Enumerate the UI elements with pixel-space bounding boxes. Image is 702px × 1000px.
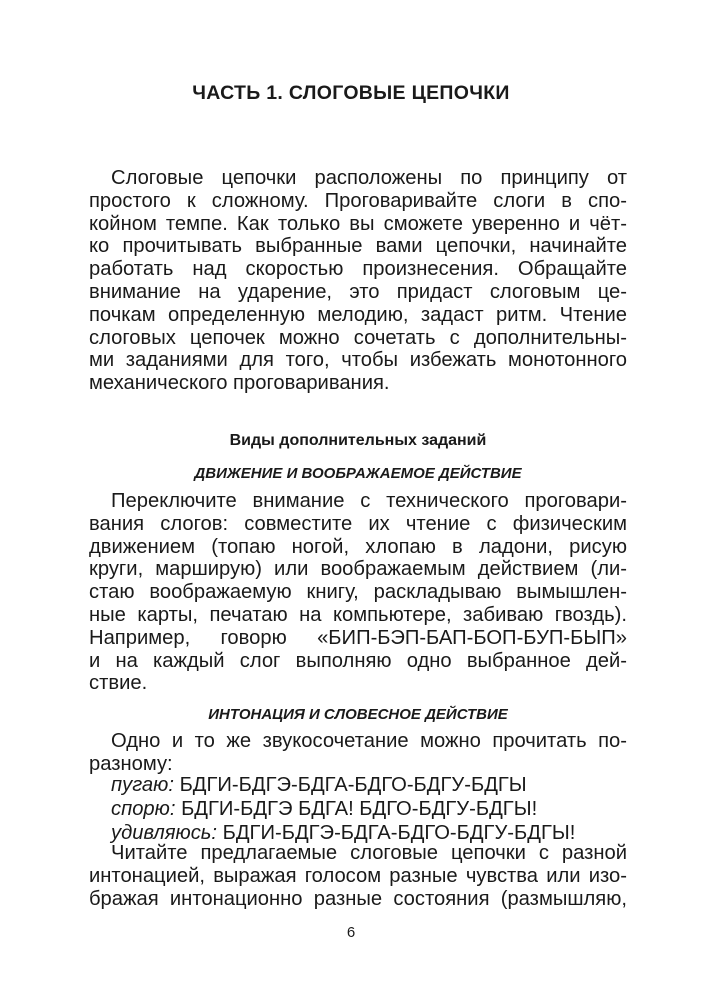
intro-line: слоговых цепочек можно сочетать с дополнительны-: [89, 326, 627, 349]
intro-line: простого к сложному. Проговаривайте слоги в спо-: [89, 189, 627, 212]
intonation-text: [89, 730, 627, 776]
example-label: удивляюсь:: [111, 822, 218, 844]
section-heading: Виды дополнительных заданий: [229, 432, 487, 449]
intonation-examples: [89, 773, 627, 845]
example-syllables: БДГИ-БДГЭ БДГА! БДГО-БДГУ-БДГЫ!: [181, 798, 538, 820]
movement-subsection: [89, 465, 627, 482]
intonation-line: разному:: [89, 752, 173, 775]
example-syllables: БДГИ-БДГЭ-БДГА-БДГО-БДГУ-БДГЫ!: [222, 822, 576, 844]
movement-line: вания слогов: совместите их чтение с физическим: [89, 512, 627, 535]
movement-line: ствие.: [89, 672, 148, 695]
intonation-final-text: [89, 842, 627, 910]
example-label: пугаю:: [111, 774, 174, 796]
page-number: 6: [346, 924, 356, 941]
intonation-subsection: [89, 706, 627, 723]
example-syllables: БДГИ-БДГЭ-БДГА-БДГО-БДГУ-БДГЫ: [179, 774, 527, 796]
intro-line: внимание на ударение, это придаст слоговым це-: [89, 280, 627, 303]
intro-text: [89, 167, 627, 395]
intro-line: Слоговые цепочки расположены по принципу от: [111, 167, 627, 189]
movement-heading: ДВИЖЕНИЕ И ВООБРАЖАЕМОЕ ДЕЙСТВИЕ: [194, 465, 522, 482]
intro-line: койном темпе. Как только вы сможете уверенно и чёт-: [89, 212, 627, 235]
intonation-paragraph: [89, 730, 627, 776]
section-heading-block: [89, 432, 627, 450]
intro-line: почкам определенную мелодию, задаст ритм. Чтение: [89, 303, 627, 326]
example-scare: [89, 773, 627, 797]
movement-line: и на каждый слог выполняю одно выбранное дей-: [89, 649, 627, 672]
intro-line: ко прочитывать выбранные вами цепочки, начинайте: [89, 235, 627, 258]
example-label: спорю:: [111, 798, 176, 820]
intro-line: работать над скоростью произнесения. Обращайте: [89, 258, 627, 281]
example-argue: [89, 797, 627, 821]
intonation-final-paragraph: [89, 842, 627, 910]
final-line: бражая интонационно разные состояния (размышляю,: [89, 887, 627, 910]
movement-paragraph: [89, 490, 627, 695]
movement-line: ные карты, печатаю на компьютере, забиваю гвоздь).: [89, 603, 627, 626]
chapter-title: ЧАСТЬ 1. СЛОГОВЫЕ ЦЕПОЧКИ: [192, 82, 510, 104]
final-line: Читайте предлагаемые слоговые цепочки с разной: [111, 842, 627, 864]
final-line: интонацией, выражая голосом разные чувства или изо-: [89, 864, 627, 887]
intonation-line: Одно и то же звукосочетание можно прочитать по-: [111, 730, 627, 752]
movement-line: круги, марширую) или воображаемым действием (ли-: [89, 558, 627, 581]
intro-paragraph: [89, 167, 627, 395]
intonation-heading: ИНТОНАЦИЯ И СЛОВЕСНОЕ ДЕЙСТВИЕ: [208, 706, 508, 723]
intro-line: механического проговаривания.: [89, 372, 390, 395]
movement-text: [89, 490, 627, 695]
movement-line: движением (топаю ногой, хлопаю в ладони, рисую: [89, 535, 627, 558]
movement-line: Например, говорю «БИП-БЭП-БАП-БОП-БУП-БЫП»: [89, 626, 627, 649]
intro-line: ми заданиями для того, чтобы избежать монотонного: [89, 349, 627, 372]
movement-line: стаю воображаемую книгу, раскладываю вымышлен-: [89, 581, 627, 604]
movement-line: Переключите внимание с технического проговари-: [111, 490, 627, 512]
